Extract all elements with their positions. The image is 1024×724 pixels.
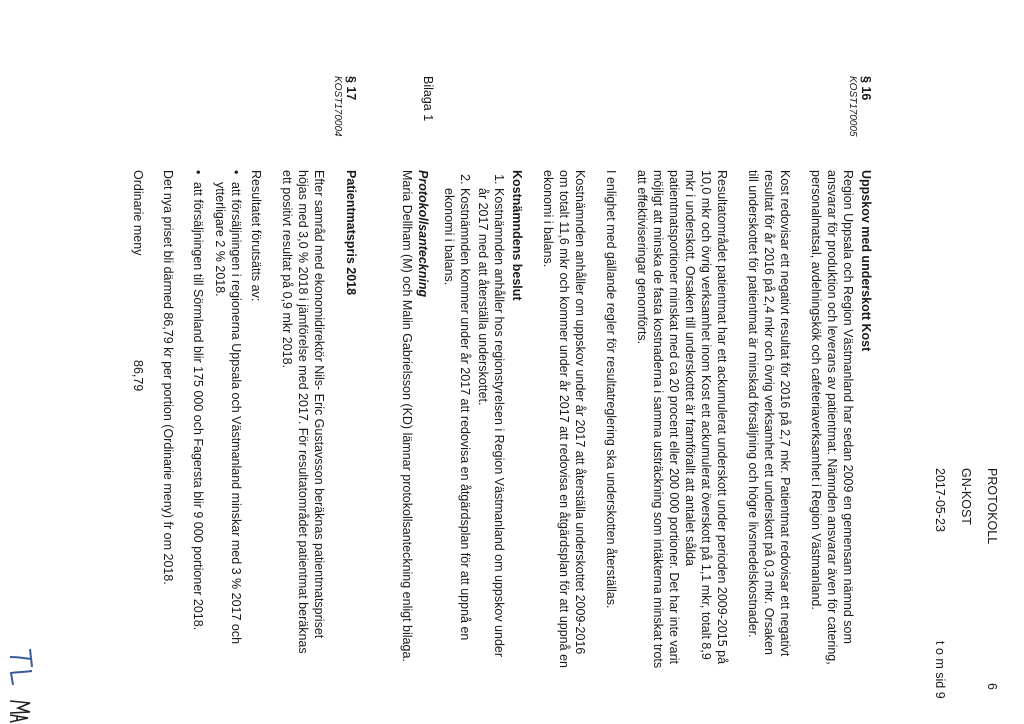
- section-16-code: KOST170005: [847, 76, 858, 137]
- price-table-value: 86,79: [131, 360, 145, 392]
- paragraph: Kost redovisar ett negativt resultat för 2016 på 2,7 mkr. Patientmat redovisar ett negativt resultat för år 2016 på 2,4 mkr och övrig verksamhet ett underskott på 0,3 mkr. Orsaken till underskottet för patientmat är minskad försäljning och högre livsmedelskostnader.: [746, 170, 792, 657]
- assumption-heading: Resultatet förutsätts av:: [249, 170, 263, 302]
- section-16-title: Uppskov med underskott Kost: [859, 170, 873, 352]
- page-number: 6: [985, 683, 999, 690]
- paragraph: Kostnämnden anhåller om uppskov under år 2017 att återställa underskottet 2009-2016 om totalt 11,6 mkr och kommer under år 2017 att redovisa en åtgärdsplan för att uppnå en ekonomi i balans.: [541, 170, 587, 668]
- decision-list: [441, 170, 507, 670]
- list-item: 1. Kostnämnden anhåller hos regionstyrelsen i Region Västmanland om uppskov under år 2017 med att återställa underskottet.: [475, 188, 507, 670]
- section-17-number: § 17: [344, 76, 358, 101]
- signature-initials-2: [1, 698, 36, 724]
- section-17-body: [146, 170, 327, 670]
- note-text: Maria Dellham (M) och Malin Gabrielsson (KD) lämnar protokollsanteckning enligt bilaga.: [400, 170, 414, 662]
- protocol-title: PROTOKOLL: [985, 468, 999, 545]
- section-17-title: Patientmatspris 2018: [344, 170, 358, 296]
- assumption-list: [190, 170, 244, 670]
- section-17-code: KOST170004: [332, 76, 343, 137]
- paragraph: Resultatområdet patientmat har ett ackumulerat underskott under perioden 2009-2015 på 10,0 mkr och övrig verksamhet inom Kost ett ackumulerat överskott på 1,1 mkr, totalt 8,9 mkr i underskott. Orsaken till underskottet är framförallt att antalet sålda patientmatsportioner minskat med ca 20 procent eller 200 000 portioner. Det har inte varit möjligt att minska de fasta kostnaderna i samma utsträckning som intäkterna minskat trots att effektiviseringar genomförts.: [635, 170, 729, 669]
- decision-heading: Kostnämndens beslut: [510, 170, 524, 301]
- section-16-number: § 16: [859, 76, 873, 101]
- handwritten-initials-tl: [6, 645, 36, 689]
- committee-name: GN-KOST: [959, 468, 973, 525]
- paragraph: Efter samråd med ekonomidirektör Nils- Eric Gustavsson beräknas patientmatspriset höjas med 3,0 % 2018 i jämförelse med 2017. För resultatområdet patientmat beräknas ett positivt resultat på 0,9 mkr 2018.: [280, 170, 326, 654]
- list-item: 2. Kostnämnden kommer under år 2017 att redovisa en åtgärdsplan för att uppnå en ekonomi i balans.: [441, 188, 473, 670]
- price-table-label: Ordinarie meny: [131, 170, 145, 256]
- note-heading: Protokollsanteckning: [416, 170, 430, 298]
- list-item: • att försäljningen i regionerna Uppsala och Västmanland minskar med 3 % 2017 och ytterligare 2 % 2018.: [212, 182, 244, 670]
- handwritten-initials-ma: [6, 698, 36, 724]
- meeting-date: 2017-05-23: [933, 468, 947, 532]
- section-16-body: [385, 170, 856, 670]
- signature-initials-1: [1, 645, 36, 689]
- page-range: t o m sid 9: [933, 641, 947, 699]
- paragraph: I enlighet med gällande regler för resultatreglering ska underskotten återställas.: [604, 170, 618, 609]
- paragraph: Region Uppsala och Region Västmanland har sedan 2009 en gemensam nämnd som ansvarar för produktion och leverans av patientmat. Nämnden ansvarar även för catering, personalmatsal, avdelningskök och cafeteriaverksamhet i Region Västmanland.: [809, 170, 855, 665]
- attachment-label: Bilaga 1: [421, 76, 435, 122]
- new-price-text: Det nya priset bli därmed 86,79 kr per portion (Ordinarie meny) fr om 2018.: [161, 170, 175, 585]
- list-item: • att försäljningen till Sörmland blir 175 000 och Fagersta blir 9 000 portioner 2018.: [190, 182, 206, 670]
